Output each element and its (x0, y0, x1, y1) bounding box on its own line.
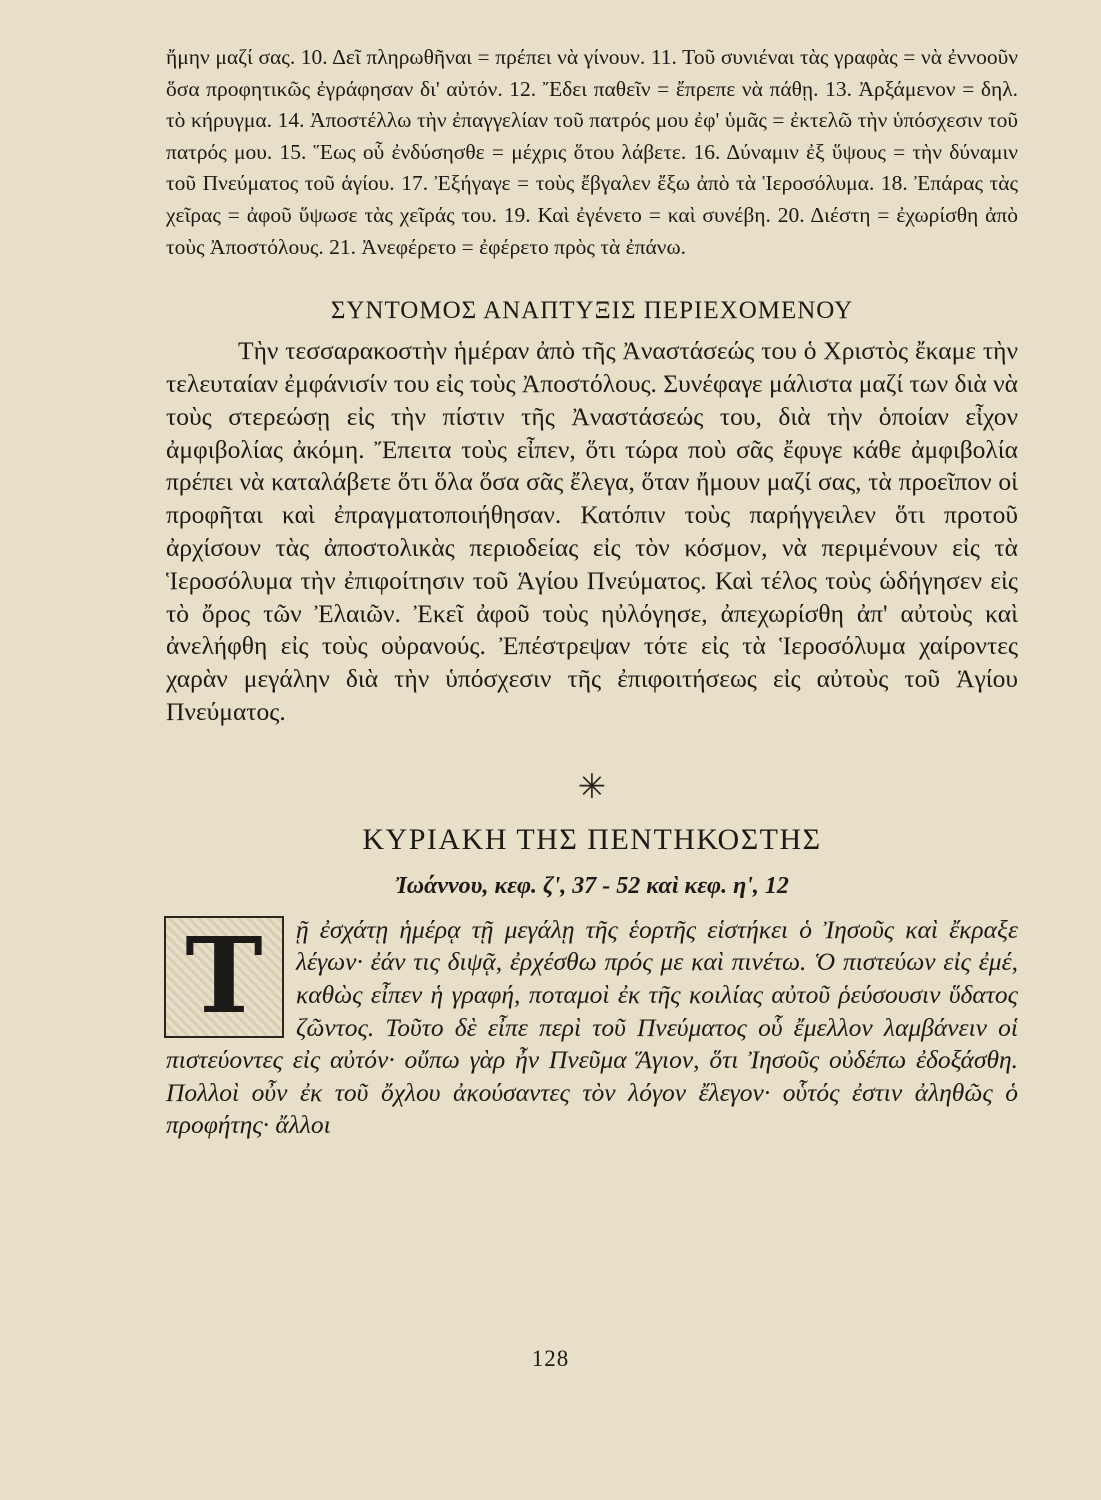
gospel-passage (166, 914, 1018, 1142)
summary-section (166, 335, 1018, 729)
dropcap-letter: Τ (185, 914, 263, 1038)
scripture-reference: Ἰωάννου, κεφ. ζ', 37 - 52 καὶ κεφ. η', 12 (395, 872, 789, 899)
notes-paragraph: ἤμην μαζί σας. 10. Δεῖ πληρωθῆναι = πρέπει νὰ γίνουν. 11. Τοῦ συνιέναι τὰς γραφὰς = νὰ ἐννοοῦν ὅσα προφητικῶς ἐγράφησαν δι' αὐτόν. 12. Ἔδει παθεῖν = ἔπρεπε νὰ πάθῃ. 13. Ἀρξάμενον = δηλ. τὸ κήρυγμα. 14. Ἀποστέλλω τὴν ἐπαγγελίαν τοῦ πατρός μου ἐφ' ὑμᾶς = ἐκτελῶ τὴν ὑπόσχεσιν τοῦ πατρός μου. 15. Ἕως οὗ ἐνδύσησθε = μέχρις ὅτου λάβετε. 16. Δύναμιν ἐξ ὕψους = τὴν δύναμιν τοῦ Πνεύματος τοῦ ἁγίου. 17. Ἐξήγαγε = τοὺς ἔβγαλεν ἔξω ἀπὸ τὰ Ἱεροσόλυμα. 18. Ἐπάρας τὰς χεῖρας = ἀφοῦ ὕψωσε τὰς χεῖράς του. 19. Καὶ ἐγένετο = καὶ συνέβη. 20. Διέστη = ἐχωρίσθη ἀπὸ τοὺς Ἀποστόλους. 21. Ἀνεφέρετο = ἐφέρετο πρὸς τὰ ἐπάνω. (166, 45, 1018, 259)
page-number: 128 (531, 1346, 570, 1371)
summary-heading: ΣΥΝΤΟΜΟΣ ΑΝΑΠΤΥΞΙΣ ΠΕΡΙΕΧΟΜΕΝΟΥ (330, 297, 854, 325)
word-notes (166, 42, 1018, 263)
asterisk-separator-icon: ✳ (577, 766, 607, 807)
ornamental-dropcap (164, 916, 284, 1038)
section-title: ΚΥΡΙΑΚΗ ΤΗΣ ΠΕΝΤΗΚΟΣΤΗΣ (362, 822, 822, 856)
gospel-text: ῇ ἐσχάτῃ ἡμέρᾳ τῇ μεγάλῃ τῆς ἑορτῆς εἱστήκει ὁ Ἰησοῦς καὶ ἔκραξε λέγων· ἐάν τις διψᾷ, ἐρχέσθω πρός με καὶ πινέτω. Ὁ πιστεύων εἰς ἐμέ, καθὼς εἶπεν ἡ γραφή, ποταμοὶ ἐκ τῆς κοιλίας αὐτοῦ ῥεύσουσιν ὕδατος ζῶντος. Τοῦτο δὲ εἶπε περὶ τοῦ Πνεύματος οὗ ἔμελλον λαμβάνειν οἱ πιστεύοντες εἰς αὐτόν· οὔπω γὰρ ἦν Πνεῦμα Ἅγιον, ὅτι Ἰησοῦς οὐδέπω ἐδοξάσθη. Πολλοὶ οὖν ἐκ τοῦ ὄχλου ἀκούσαντες τὸν λόγον ἔλεγον· οὗτός ἐστιν ἀληθῶς ὁ προφήτης· ἄλλοι (166, 914, 1018, 1140)
summary-paragraph: Τὴν τεσσαρακοστὴν ἡμέραν ἀπὸ τῆς Ἀναστάσεώς του ὁ Χριστὸς ἔκαμε τὴν τελευταίαν ἐμφάνισίν του εἰς τοὺς Ἀποστόλους. Συνέφαγε μάλιστα μαζί των διὰ νὰ τοὺς στερεώσῃ εἰς τὴν πίστιν τῆς Ἀναστάσεώς του, διὰ τὴν ὁποίαν εἶχον ἀμφιβολίας ἀκόμη. Ἔπειτα τοὺς εἶπεν, ὅτι τώρα ποὺ σᾶς ἔφυγε κάθε ἀμφιβολία πρέπει νὰ καταλάβετε ὅτι ὅλα ὅσα σᾶς ἔλεγα, ὅταν ἤμουν μαζί σας, τὰ προεῖπον οἱ προφῆται καὶ ἐπραγματοποιήθησαν. Κατόπιν τοὺς παρήγγειλεν ὅτι προτοῦ ἀρχίσουν τὰς ἀποστολικὰς περιοδείας εἰς τὸν κόσμον, νὰ περιμένουν εἰς τὰ Ἱεροσόλυμα τὴν ἐπιφοίτησιν τοῦ Ἁγίου Πνεύματος. Καὶ τέλος τοὺς ὡδήγησεν εἰς τὸ ὄρος τῶν Ἐλαιῶν. Ἐκεῖ ἀφοῦ τοὺς ηὐλόγησε, ἀπεχωρίσθη ἀπ' αὐτοὺς καὶ ἀνελήφθη εἰς τοὺς οὐρανούς. Ἐπέστρεψαν τότε εἰς τὰ Ἱεροσόλυμα χαίροντες χαρὰν μεγάλην διὰ τὴν ὑπόσχεσιν τῆς ἐπιφοιτήσεως εἰς αὐτοὺς τοῦ Ἁγίου Πνεύματος. (166, 336, 1018, 726)
